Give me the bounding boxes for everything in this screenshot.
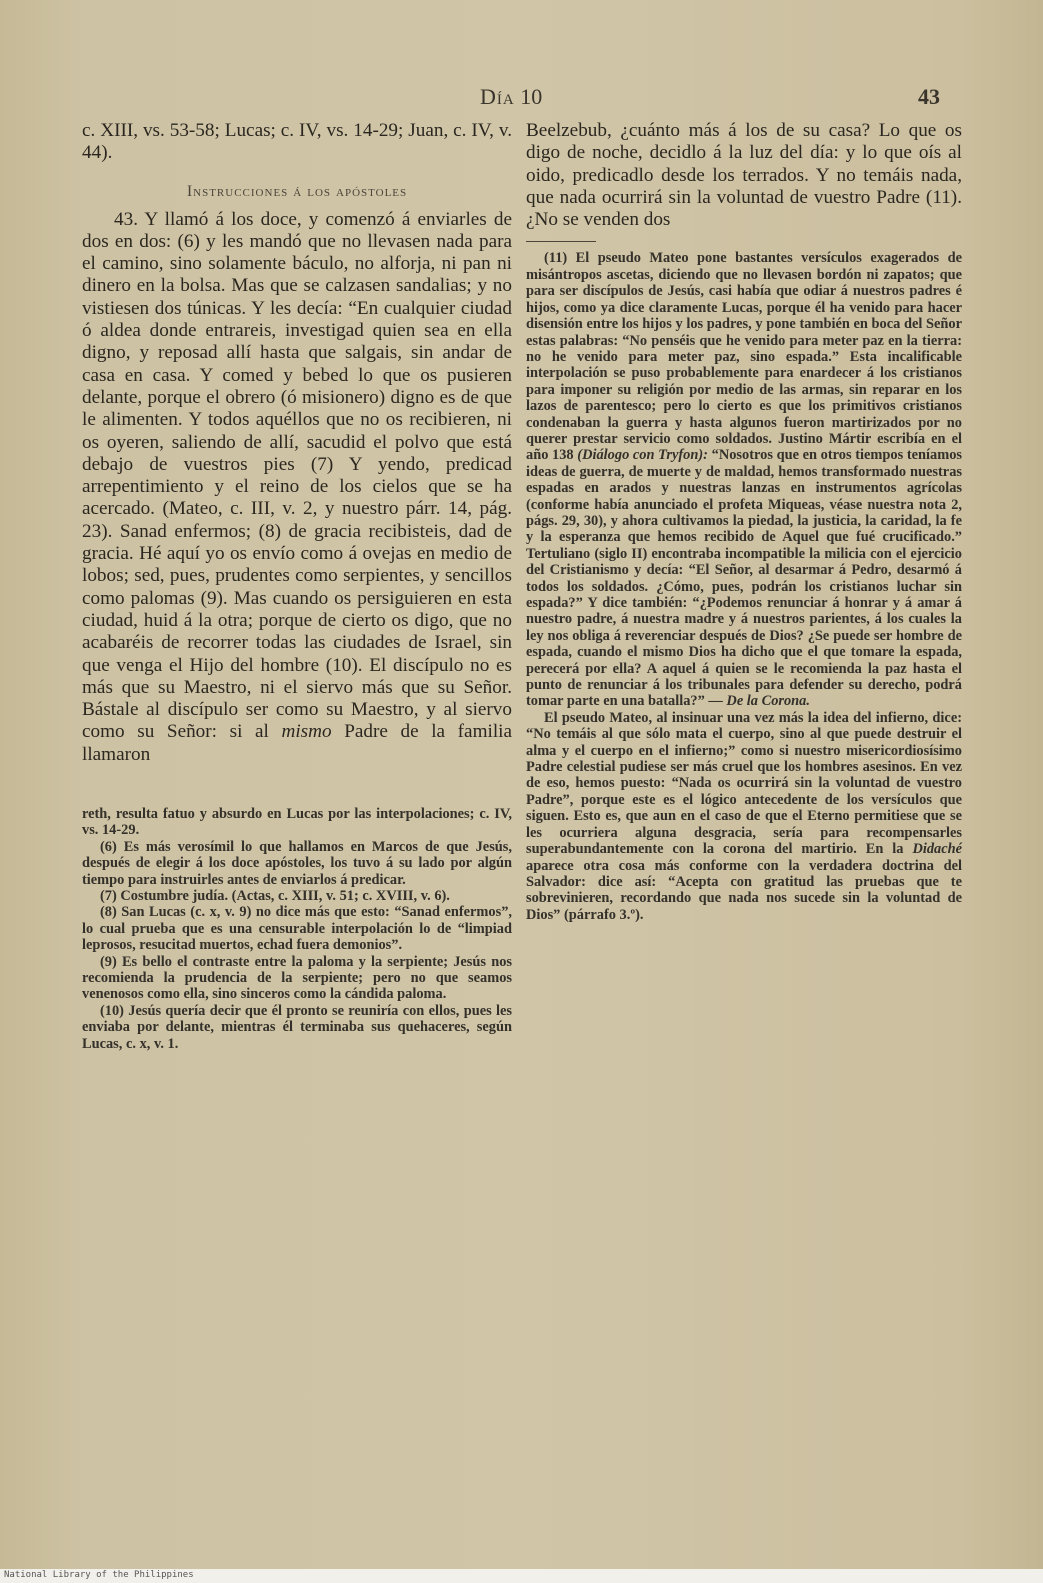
footnote-11-continued bbox=[526, 710, 962, 923]
day-heading bbox=[480, 84, 542, 110]
footnote-9: (9) Es bello el contraste entre la paloma y la serpiente; Jesús nos recomienda la prudencia de la serpiente; pero no que seamos venenosos como ella, sino sinceros como la cándida paloma. bbox=[82, 953, 512, 1003]
footnote-11-italic-didache: Didaché bbox=[912, 841, 962, 858]
day-number: 10 bbox=[520, 84, 543, 109]
body-end: Padre de la familia llamaron bbox=[82, 721, 513, 765]
footnote-11-part-c: El pseudo Mateo, al insinuar una vez más la idea del infierno, dice: “No temáis al que sólo mata el cuerpo, sino al que puede destruir el alma y el cuerpo en el infierno;” como si nuestro misericordiosísimo Padre celestial pudiese ser más cruel que los hombres asesinos. En vez de eso, hemos puesto: “Nada os ocurrirá sin la voluntad de vuestro Padre”, porque este es el lógico antecedente de los versículos que siguen. Esto es, que aun en el caso de que el Eterno permitiese que se les ocurriera alguna desgracia, sería para recompensarles superabundantemente con la corona del martirio. En la bbox=[526, 709, 962, 858]
footnote-continued: reth, resulta fatuo y absurdo en Lucas por las interpolaciones; c. IV, vs. 14-29. bbox=[82, 806, 512, 839]
day-label: Día bbox=[480, 84, 515, 109]
footnote-11-part-b: “Nosotros que en otros tiempos teníamos ideas de guerra, de muerte y de maldad, hemos transformado nuestras espadas en arados y nuestras lanzas en instrumentos agrícolas (conforme había anunciado el profeta Miqueas, véase nuestra nota 2, págs. 29, 30), y ahora cultivamos la piedad, la justicia, la caridad, la fe y la esperanza que hemos recibido de Aquel que fué crucificado.” Tertuliano (siglo II) encontraba incompatible la milicia con el ejercicio del Cristianismo y decía: “El Señor, al desarmar á Pedro, desarmó á todos los soldados. ¿Cómo, pues, podrán los cristianos luchar sin espada?” Y dice también: “¿Podemos renunciar á honrar y á amar á nuestro padre, á nuestra madre y á nuestros parientes, á los cuales la ley nos obliga á reverenciar después de Dios? ¿Se puede ser hombre de espada, cuando el mismo Dios ha dicho que el que tomare la espada, perecerá por ella? A aquel á quien se le recomienda la paz hasta el punto de renunciar á los tribunales para defender su derecho, podrá tomar parte en una batalla?” — bbox=[526, 447, 962, 710]
footnotes-left bbox=[82, 806, 512, 1052]
footnote-6: (6) Es más verosímil lo que hallamos en Marcos de que Jesús, después de elegir á los doce apóstoles, los tuvo á su lado por algún tiempo para instruirles antes de enviarlos á predicar. bbox=[82, 838, 512, 888]
section-title: Instrucciones á los apóstoles bbox=[186, 182, 408, 200]
reference-line: c. XIII, vs. 53-58; Lucas; c. IV, vs. 14-29; Juan, c. IV, v. 44). bbox=[82, 120, 512, 164]
footnote-7: (7) Costumbre judía. (Actas, c. XIII, v. 51; c. XVIII, v. 6). bbox=[100, 888, 450, 905]
scan-credit-strip bbox=[0, 1569, 1043, 1583]
footnote-8: (8) San Lucas (c. x, v. 9) no dice más que esto: “Sanad enfermos”, lo cual prueba que es una censurable interpolación lo de “limpiad leprosos, resucitad muertos, echad fuera demonios”. bbox=[82, 904, 512, 954]
footnote-10: (10) Jesús quería decir que él pronto se reuniría con ellos, pues les enviaba por delante, mientras él terminaba sus quehaceres, según Lucas, c. x, v. 1. bbox=[82, 1002, 512, 1052]
footnote-11-italic-dialogo: (Diálogo con Tryfon): bbox=[577, 447, 708, 464]
body-text: 43. Y llamó á los doce, y comenzó á enviarles de dos en dos: (6) y les mandó que no llevasen nada para el camino, sino solamente báculo, no alforja, ni pan ni dinero en la bolsa. Mas que se calzasen sandalias; y no vistiesen dos túnicas. Y les decía: “En cualquier ciudad ó aldea donde entrareis, investigad quien sea en ella digno, y reposad allí hasta que salgais, sin andar de casa en casa. Y comed y bebed lo que os pusieren delante, porque el obrero (ó misionero) digno es de que le alimenten. Y todos aquéllos que no os recibieren, ni os oyeren, saliendo de allí, sacudid el polvo que está debajo de vuestros pies (7) Y yendo, predicad arrepentimiento y el reino de los cielos que se ha acercado. (Mateo, c. III, v. 2, y nuestro párr. 14, pág. 23). Sanad enfermos; (8) de gracia recibisteis, dad de gracia. Hé aquí yo os envío como á ovejas en medio de lobos; sed, pues, prudentes como serpientes, y sencillos como palomas (9). Mas cuando os persiguieren en esta ciudad, huid á la otra; porque de cierto os digo, que no acabaréis de recorrer todas las ciudades de Israel, sin que venga el Hijo del hombre (10). El discípulo no es más que su Maestro, ni el siervo más que su Señor. Bástale al discípulo ser como su Maestro, y al siervo como su Señor: si al bbox=[82, 208, 512, 743]
body-italic: mismo bbox=[281, 721, 332, 743]
footnote-rule bbox=[526, 241, 596, 242]
body-paragraph-continued: Beelzebub, ¿cuánto más á los de su casa? Lo que os digo de noche, decidlo á la luz del día: y lo que oís al oido, predicadlo desde los terrados. Y no temáis nada, que nada ocurrirá sin la voluntad de vuestro Padre (11). ¿No se venden dos bbox=[526, 120, 962, 231]
scan-credit: National Library of the Philippines bbox=[4, 1570, 194, 1580]
right-column bbox=[526, 120, 962, 923]
footnote-11-part-d: aparece otra cosa más conforme con la verdadera doctrina del Salvador: dice así: “Acepta con gratitud las pruebas que te sobrevinieren, recordando que nada nos sucede sin la voluntad de Dios” (párrafo 3.º). bbox=[526, 857, 962, 923]
left-column bbox=[82, 120, 512, 1052]
footnote-11-italic-corona: De la Corona. bbox=[726, 693, 810, 710]
running-header bbox=[480, 84, 940, 114]
footnote-11 bbox=[526, 250, 962, 709]
page-number: 43 bbox=[918, 84, 940, 109]
footnote-11-part-a: (11) El pseudo Mateo pone bastantes versículos exagerados de misántropos ascetas, diciendo que no llevasen bordón ni zapatos; que para ser discípulos de Jesús, casi había que odiar á nuestros padres é hijos, como ya dice claramente Lucas, porque él ha venido para hacer disensión entre los hijos y los padres, y pone también en boca del Señor estas palabras: “No penséis que he venido para meter paz en la tierra: no he venido para meter paz, sino espada.” Esta incalificable interpolación se puso probablemente para enardecer á los cristianos para imponer su religión por medio de las armas, sin reparar en los lazos de parentesco; pero lo cierto es que los primitivos cristianos condenaban la guerra y hasta algunos fueron martirizados por no querer prestar servicio como soldados. Justino Mártir escribía en el año 138 bbox=[526, 250, 962, 464]
body-paragraph-43 bbox=[82, 209, 512, 766]
